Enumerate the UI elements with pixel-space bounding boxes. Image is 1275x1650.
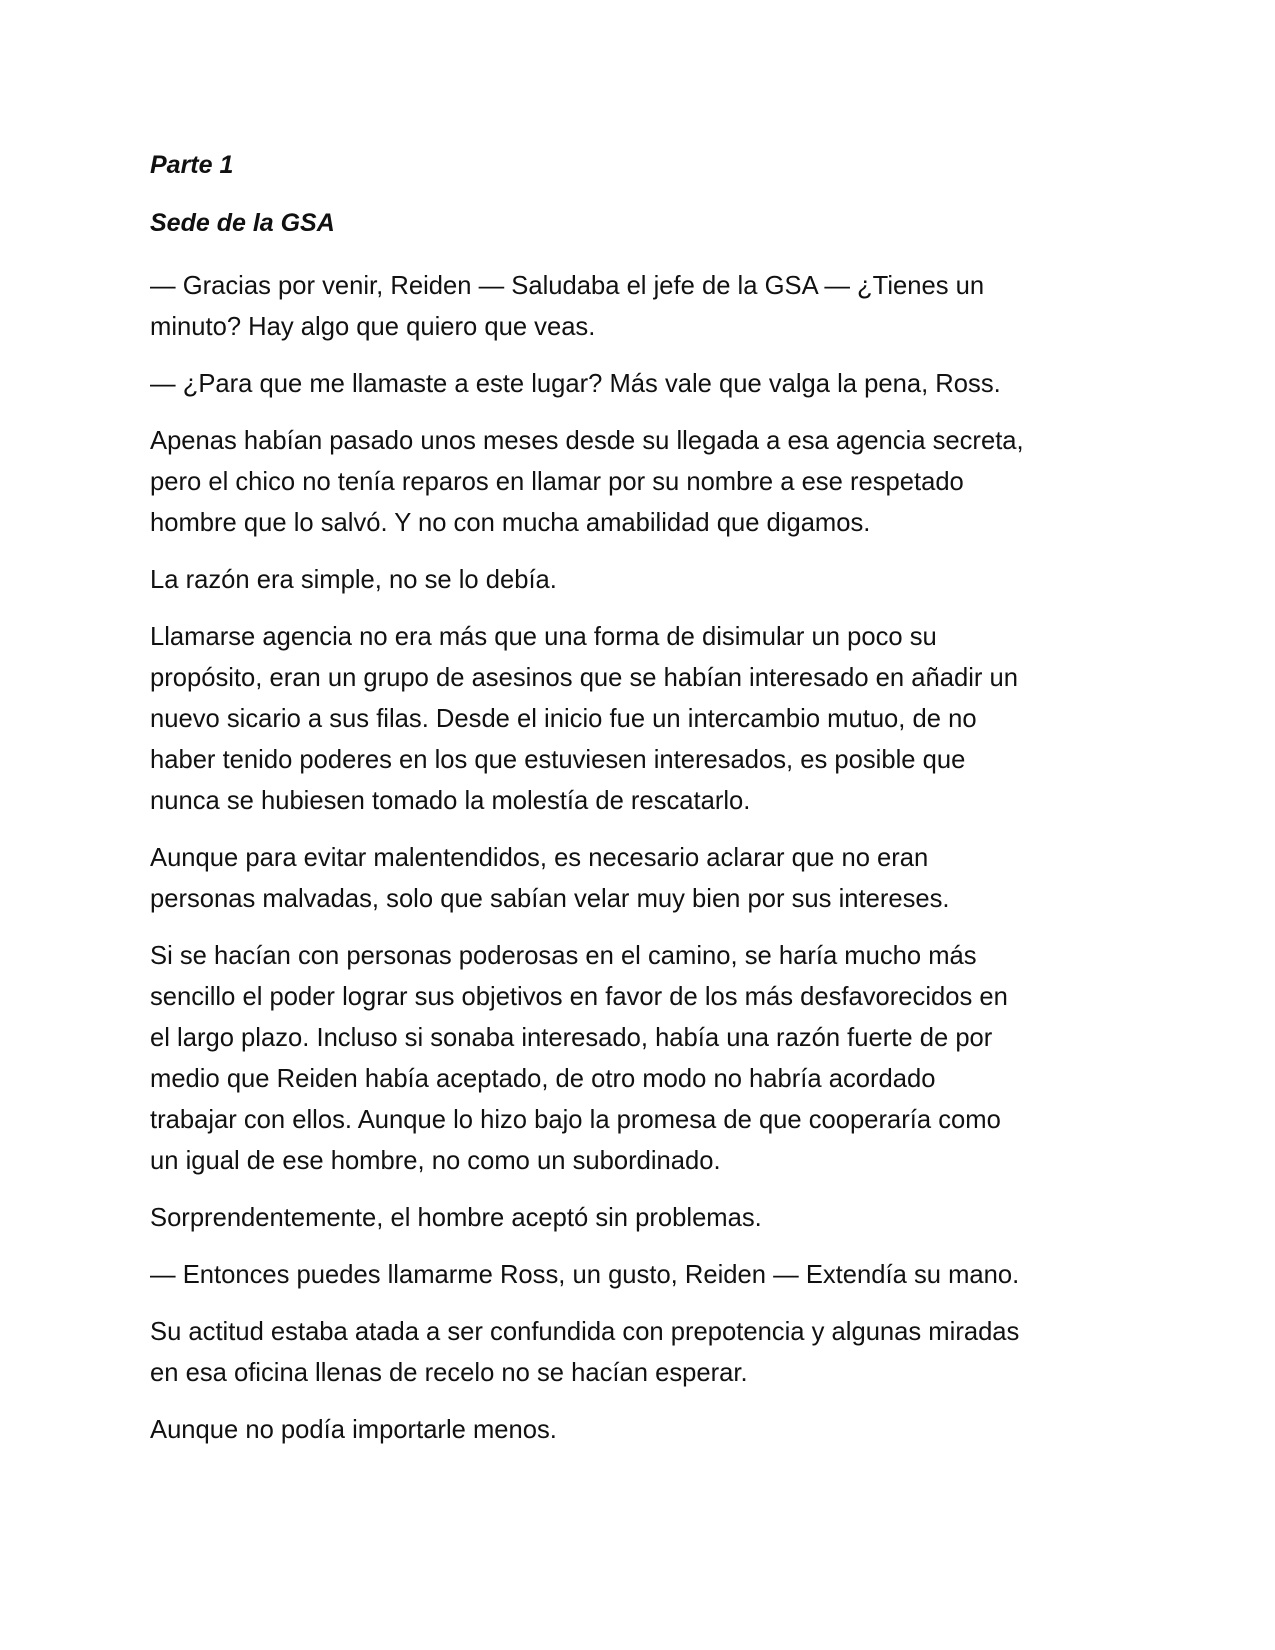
paragraph xyxy=(150,617,1112,822)
section-heading-part: Parte 1 xyxy=(150,151,234,179)
paragraph-line: Llamarse agencia no era más que una forma de disimular un poco su xyxy=(150,623,937,651)
paragraph xyxy=(150,1255,1112,1296)
paragraph-line: — ¿Para que me llamaste a este lugar? Más vale que valga la pena, Ross. xyxy=(150,370,1001,398)
paragraph xyxy=(150,421,1112,544)
paragraph-line: un igual de ese hombre, no como un subordinado. xyxy=(150,1147,721,1175)
paragraph xyxy=(150,1312,1112,1394)
paragraph-line: Su actitud estaba atada a ser confundida con prepotencia y algunas miradas xyxy=(150,1318,1020,1346)
paragraph-line: pero el chico no tenía reparos en llamar por su nombre a ese respetado xyxy=(150,468,964,496)
paragraph xyxy=(150,560,1112,601)
paragraph-line: haber tenido poderes en los que estuviesen interesados, es posible que xyxy=(150,746,966,774)
paragraph-line: Sorprendentemente, el hombre aceptó sin problemas. xyxy=(150,1204,762,1232)
paragraph-line: Apenas habían pasado unos meses desde su llegada a esa agencia secreta, xyxy=(150,427,1024,455)
document-body xyxy=(150,150,1112,1467)
paragraph-list xyxy=(150,266,1112,1451)
paragraph xyxy=(150,266,1112,348)
paragraph-line: La razón era simple, no se lo debía. xyxy=(150,566,557,594)
paragraph xyxy=(150,1198,1112,1239)
paragraph-line: — Gracias por venir, Reiden — Saludaba el jefe de la GSA — ¿Tienes un xyxy=(150,272,985,300)
paragraph-line: hombre que lo salvó. Y no con mucha amabilidad que digamos. xyxy=(150,509,871,537)
paragraph-line: Si se hacían con personas poderosas en el camino, se haría mucho más xyxy=(150,942,977,970)
paragraph-line: en esa oficina llenas de recelo no se hacían esperar. xyxy=(150,1359,748,1387)
paragraph-line: nunca se hubiesen tomado la molestía de rescatarlo. xyxy=(150,787,751,815)
paragraph xyxy=(150,1410,1112,1451)
paragraph xyxy=(150,364,1112,405)
paragraph-line: sencillo el poder lograr sus objetivos en favor de los más desfavorecidos en xyxy=(150,983,1008,1011)
paragraph-line: — Entonces puedes llamarme Ross, un gusto, Reiden — Extendía su mano. xyxy=(150,1261,1020,1289)
paragraph-line: Aunque para evitar malentendidos, es necesario aclarar que no eran xyxy=(150,844,929,872)
paragraph-line: medio que Reiden había aceptado, de otro modo no habría acordado xyxy=(150,1065,936,1093)
paragraph-line: minuto? Hay algo que quiero que veas. xyxy=(150,313,596,341)
paragraph-line: personas malvadas, solo que sabían velar muy bien por sus intereses. xyxy=(150,885,950,913)
paragraph-line: propósito, eran un grupo de asesinos que se habían interesado en añadir un xyxy=(150,664,1018,692)
paragraph-line: trabajar con ellos. Aunque lo hizo bajo la promesa de que cooperaría como xyxy=(150,1106,1001,1134)
paragraph-line: Aunque no podía importarle menos. xyxy=(150,1416,557,1444)
section-heading-location: Sede de la GSA xyxy=(150,209,335,237)
paragraph-line: el largo plazo. Incluso si sonaba interesado, había una razón fuerte de por xyxy=(150,1024,993,1052)
paragraph xyxy=(150,838,1112,920)
paragraph-line: nuevo sicario a sus filas. Desde el inicio fue un intercambio mutuo, de no xyxy=(150,705,977,733)
paragraph xyxy=(150,936,1112,1182)
